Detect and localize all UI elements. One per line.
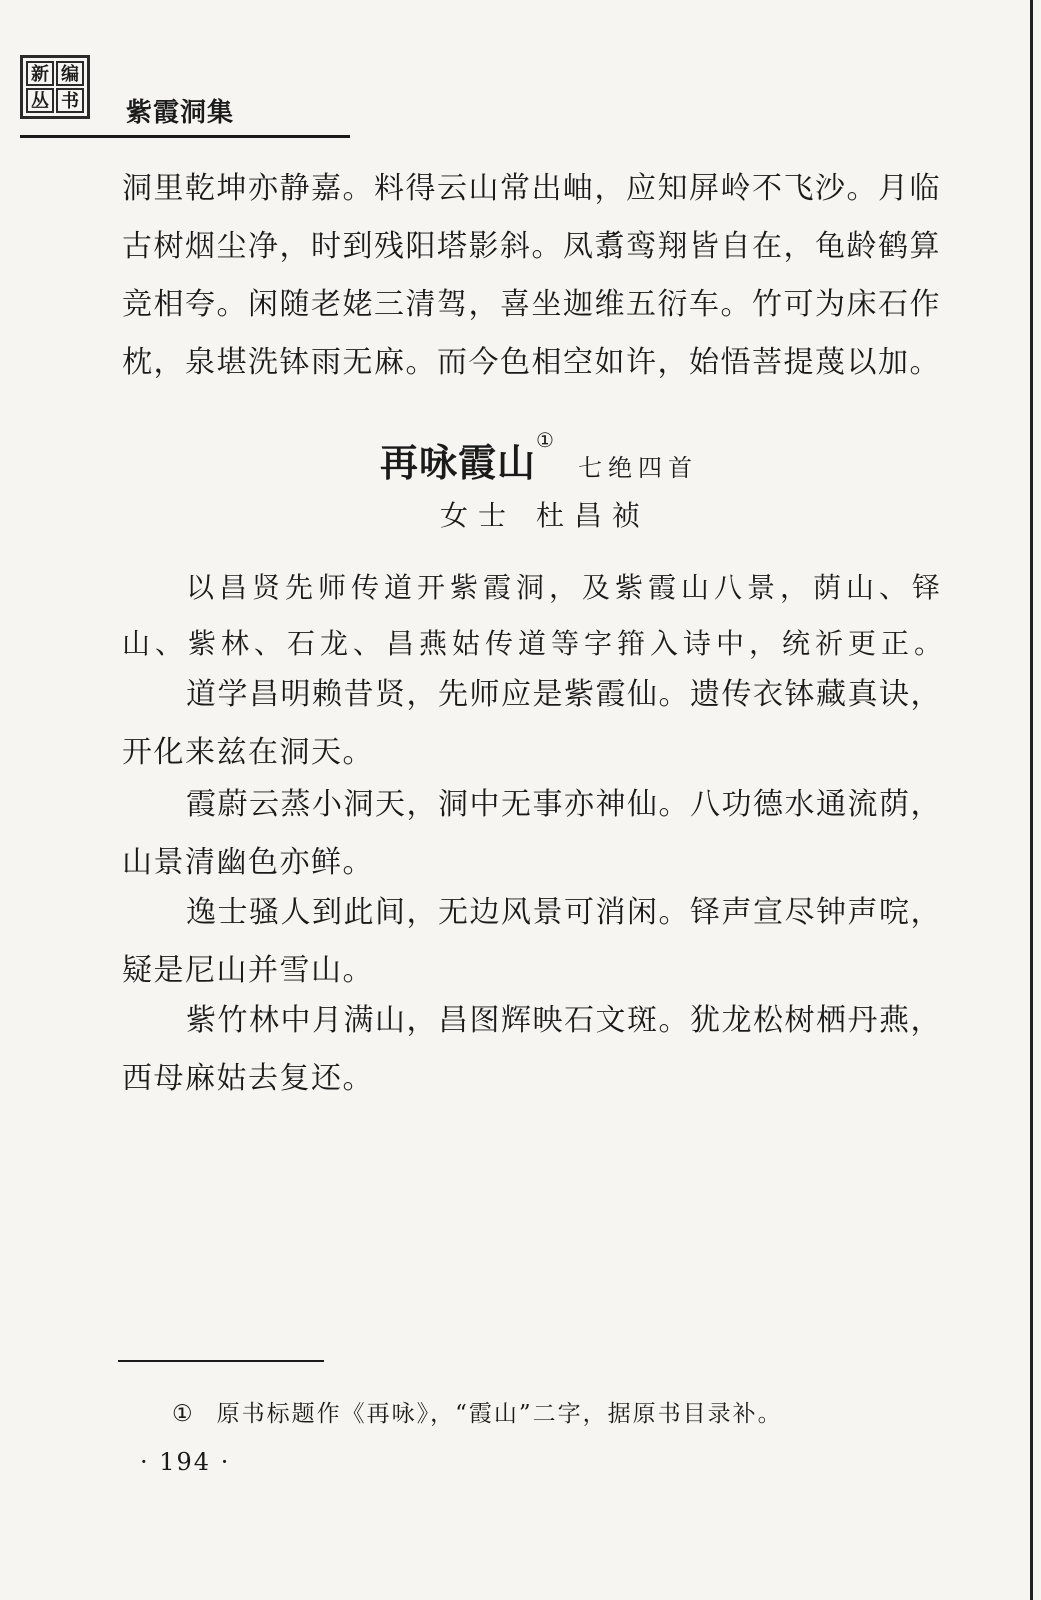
stanza-3: 逸士骚人到此间，无边风景可消闲。铎声宣尽钟声唍，疑是尼山并雪山。: [122, 895, 942, 988]
opening-paragraph: 洞里乾坤亦静嘉。料得云山常出岫，应知屏岭不飞沙。月临古树烟尘净，时到残阳塔影斜。凤翥鸾翔皆自在，龟龄鹤算竞相夸。闲随老姥三清驾，喜坐迦维五衍车。竹可为床石作枕，泉堪洗钵雨无麻。而今色相空如许，始悟菩提蔑以加。: [122, 171, 941, 380]
poem-author: [440, 494, 650, 534]
poem-preface: 以昌贤先师传道开紫霞洞，及紫霞山八景，荫山、铎山、紫林、石龙、昌燕姑传道等字箝入诗中，统祈更正。: [122, 571, 948, 660]
stanza-1: 道学昌明赖昔贤，先师应是紫霞仙。遗传衣钵藏真诀，开化来兹在洞天。: [122, 677, 942, 770]
seal-char: 编: [56, 61, 84, 86]
seal-char: 书: [56, 88, 84, 113]
poem-title: [380, 428, 555, 487]
footnote-ref[interactable]: ①: [536, 428, 555, 452]
header-rule: [20, 135, 350, 138]
footnote: [172, 1395, 783, 1428]
series-seal-logo: [20, 55, 90, 119]
seal-char: 丛: [26, 88, 54, 113]
author-name: 杜昌祯: [536, 499, 651, 532]
running-head: 紫霞洞集: [126, 98, 235, 128]
author-title: 女士: [440, 499, 517, 532]
stanza-2: 霞蔚云蒸小洞天，洞中无事亦神仙。八功德水通流荫，山景清幽色亦鲜。: [122, 787, 942, 880]
page-number: · 194 ·: [140, 1448, 231, 1476]
page-edge-line: [1030, 0, 1033, 1600]
seal-char: 新: [26, 61, 54, 86]
stanza-4: 紫竹林中月满山，昌图辉映石文斑。犹龙松树栖丹燕，西母麻姑去复还。: [122, 1003, 942, 1096]
footnote-mark: ①: [172, 1401, 195, 1427]
footnote-rule: [118, 1360, 324, 1362]
footnote-text: 原书标题作《再咏》，“霞山”二字，据原书目录补。: [216, 1401, 783, 1427]
poem-title-text: 再咏霞山: [380, 440, 537, 485]
poem-form: 七绝四首: [578, 454, 698, 482]
